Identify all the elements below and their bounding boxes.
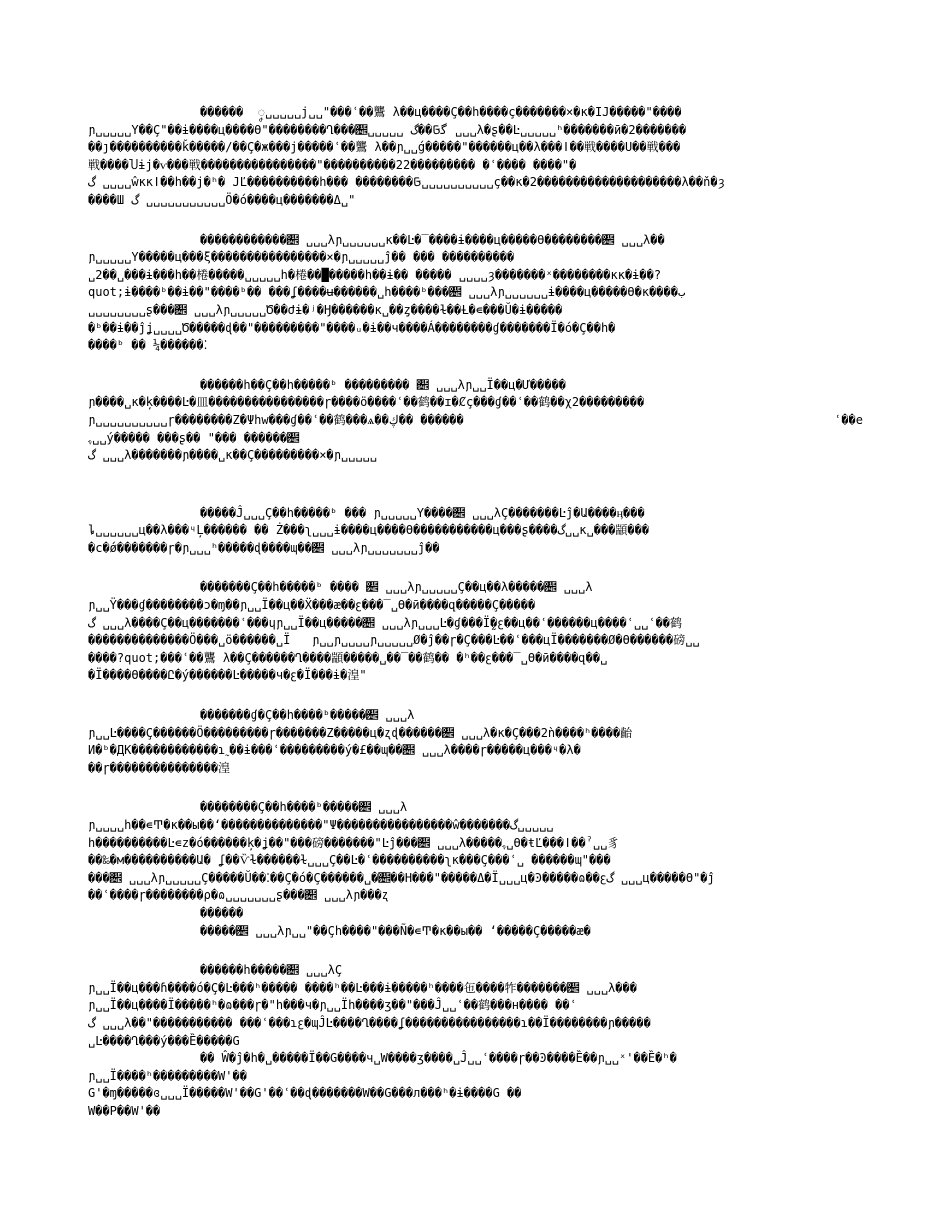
paragraph-first-line: �������ɠ�Ç��h����ᵇ�����𞥎 ␣␣␣λ — [200, 708, 415, 723]
paragraph-line: �Ϊ����ϴ����Ը�ý������Ŀ�����ч�ꜫ�Ϊ���ɨ�湟" — [88, 668, 367, 683]
paragraph-first-line: ������h��Ç��h�����ᵇ ��������� 𞥎 ␣␣␣λɲ␣␣Ϊ��ц�Ư����� — [200, 377, 567, 392]
document-body — [88, 104, 863, 1143]
paragraph-line: ɲ␣␣␣␣␣Y��Ç"��ɨ����ц����ϴ"��������Ղ���گ𞤀��گ ␣␣␣␣␣𞥎 ␣␣␣λ�ʂ��Ŀ␣␣␣␣␣ʰ�������ӣ�2������� — [88, 122, 687, 137]
paragraph-line: ﮩ␣␣ý����� ���ʂ�� "��� ������𞥎 — [88, 430, 307, 445]
paragraph-first-line: �����Ĵ␣␣␣Ç��h�����ᵇ ��� ɲ␣␣␣␣␣Y����𞥎 ␣␣␣λÇ�������Ŀĵ�Ա����ӊ��� — [200, 505, 645, 520]
paragraph-line: ɲ␣␣Ϊ����ʰ���������W'�� — [88, 1068, 247, 1083]
paragraph-line: И�ᵇ�ДК������������ɿ˷��ɨ���ʿ���������ý�£��ɰ��𞥎 ␣␣␣λ����ɼ�����ц���ᶣ�λ� — [88, 743, 581, 758]
paragraph-line: ����?quot;���ʿ��鸗 λ��Ç������Ղ����顓�����␣��‾��鹤�� �ʰ��ꜫ���‾␣ϴ�ӣ����զ��␣ — [88, 650, 608, 665]
paragraph-line: ␣␣␣␣␣␣␣␣ʂ���𞥎 ␣␣␣λɲ␣␣␣␣␣Ծ��Ժɨ�ʲ�Ӈ������κ␣��ȥ����ɫ��Ƚ�∊���Ŭ�ɨ����� — [88, 302, 563, 317]
paragraph-line: ����ᵇ �� ¼������⁚ — [88, 338, 208, 353]
paragraph-line: گ ␣␣␣␣ŵκκǀ��h��j�ʰ� JĽ����������h��� ��������𞤀␣␣␣␣␣␣␣␣␣␣ç��κ�2��������������������λ��ň�ȝ — [88, 175, 725, 190]
paragraph-line: ��‰�м����������Ա� ʆ��Ѷɫ������ɫ␣␣␣Ç��Ŀ�ʿ����������ʅκ���Ç���ʿ␣ ������ɰ"��� — [88, 853, 611, 868]
paragraph-line: ��������������Ö���␣ö������␣Ï ɲ␣␣ɲ␣␣␣␣ɲ␣␣␣␣␣Ø�ĵ��ɼ�Ç���Ŀ��ʿ���цΪ�������Ø�ϴ������磅␣␣ — [88, 633, 700, 648]
paragraph-line: ɲ␣␣Ŀ����Ç������Ö���������ɼ�������Z�����ц�ʐɖ������𞥎 ␣␣␣λ�κ�Ç���2ǹ����ʰ����齝 — [88, 725, 633, 740]
right-aligned-fragment: ʿ��e — [834, 412, 863, 427]
paragraph — [88, 799, 863, 940]
paragraph — [88, 707, 863, 777]
paragraph-line: ��ɼ���������������湟 — [88, 760, 231, 775]
paragraph-line: گ ␣␣␣λ����Ç��ц�������ʿ���ɥɲ␣␣Ϊ��ц�����𞥎 ␣␣␣λɲ␣␣␣Ŀ�ɠ���Ϊ̰�ꜫ��ц��ʿ������ц����ʿ␣␣ʿ��鹤 — [88, 615, 683, 630]
paragraph — [88, 962, 863, 1120]
paragraph-line: ��ȷ����������ǩ�����/��Ç�ж���j�����ʿ��鸗 λ��ɲ␣␣ǵ�����"������ц��λ���ǀ��戦����Ս��戦��� — [88, 140, 681, 155]
paragraph-line: گ ␣␣␣λ��"����������� ���ʿ���ɿꜫ�ɰĴĿ����Ղ����ʆ����������������ɿ��Ϊ��������ɲ����� — [88, 1015, 651, 1030]
paragraph-line: گ ␣␣␣λ�������ɲ����␣κ��Ç���������×�ɲ␣␣␣␣␣ — [88, 448, 377, 463]
paragraph — [88, 579, 863, 685]
paragraph-first-line: ��������Ç��h����ᵇ�����𞥎 ␣␣␣λ — [200, 800, 408, 815]
paragraph-first-line: �������Ç��h�����ᵇ ���� 𞥎 ␣␣␣λɲ␣␣␣␣␣Ç��ц��λ�����𞥎 ␣␣␣λ — [200, 580, 593, 595]
paragraph-first-line: ������ �ၞ␣␣␣␣␣j␣␣"���ʿ��鸗 λ��ц����Ç��h����ç�������×�κ�IJ�����"���� — [200, 105, 682, 119]
paragraph-line: W��P��W'�� — [88, 1103, 161, 1118]
paragraph-line: ɲ␣␣␣␣␣Y�����ц���ξ����������������×�ɲ␣␣␣␣␣ĵ�� ��� ���������� — [88, 250, 515, 265]
paragraph-line: ɲ����␣κ�ķ����Ŀ�皿����������������ɼ����ö����ʿ��鹤��ɪ�Ȼç���ɠ��ʿ��鹤��χ2��������� — [88, 395, 645, 410]
paragraph-line: ␣Ŀ����Ղ���ý���Ȅ�����G — [88, 1033, 240, 1048]
paragraph — [88, 505, 863, 558]
paragraph — [88, 232, 863, 355]
paragraph-line: G'�ɱ�����ɞ␣␣␣Ϊ�����W'��G'��ʿ��ɖ�������W��G���л���ʰ�ɨ����G �� — [88, 1086, 522, 1101]
paragraph-line: �� Ŵ�ĵ�h�␣�����Ϊ��G����ч␣W����ʒ����␣Ĵ␣␣ʿ����ɼ��Ͽ����Ȅ��ɲ␣␣ˣ'��Ȅ�ʰ� — [200, 1051, 677, 1066]
paragraph-line: ����Ш گ ␣␣␣␣␣␣␣␣␣␣␣Ö�ó����ц�������Δ␣" — [88, 192, 356, 207]
paragraph-line: ɲ␣␣␣␣␣␣␣␣␣␣ɼ��������Z�Ψhw���ɠ��ʿ��鹤���ѧ��ڮ�� ������ — [88, 412, 464, 427]
paragraph-line: quot;ɨ����ᵇ��ɨ��"����ᵇ�� ���ʆ����ʉ������␣h����ᵇ���𞥎 ␣␣␣λɲ␣␣␣␣␣␣ɨ����ц�����ϴ�κ����ب — [88, 285, 686, 300]
paragraph — [88, 104, 863, 210]
paragraph-line: ɲ␣␣␣␣h��∊Ͳ�κ��ы��ʻ��������������"Ψ����������������ŵ�������گ␣␣␣␣␣ — [88, 818, 554, 832]
paragraph-line: ���𞥎 ␣␣␣λɲ␣␣␣␣␣Ç�����Ŭ��⁚��Ç�ó�Ç������␣�𞥎��H���"�����Δ�Ϊ␣␣␣ц�Ͽ�����ɷ��ꜫگ ␣␣␣ц�����ϴ"�ĵ — [88, 870, 715, 885]
paragraph-line: �����𞥎 ␣␣␣λɲ␣␣"��Çh����"���Ñ�∊Ͳ�κ��ы�� ʻ�����Ç�����æ� — [200, 923, 591, 938]
paragraph-line: �ᵇ��ɨ��ĵʝ␣␣␣␣Ծ�����ɖ��"���������"����ᵤ�ɨ��ч����Á��������ɠ�������Ϊ�ó�Ç��h� — [88, 320, 616, 335]
paragraph-line: 戦����Ⴎɨj�ѵ���戦����������������"����������22��������� �ʿ���� ����"� — [88, 157, 577, 172]
paragraph-line: ������ — [200, 905, 244, 920]
paragraph-line: ɲ␣␣Ϊ��ц����Ϊ�����ʰ�ɷ���ɼ�"h���ч�ɲ␣␣Ϊh����ʒ��"���Ĵ␣␣ʿ��鹤���н���� ��ʿ — [88, 998, 577, 1013]
paragraph — [88, 377, 863, 465]
paragraph-line: ȴ␣␣␣␣␣␣ц��λ���ᶣĻ������ �� Ż���ʅ␣␣␣ɨ����ц����ϴ�����������ц���ʂ����گ␣␣κ␣���顓��� — [88, 523, 650, 538]
paragraph-line: ��ʿ����ɼ��������ρ�ɷ␣␣␣␣␣␣␣ʂ���𞥎 ␣␣␣λɲ���ʐ — [88, 888, 389, 903]
paragraph-first-line: ������h�����𞥎 ␣␣␣λÇ — [200, 963, 343, 978]
paragraph-line: ɲ␣␣Ϊ��ц���ɦ����ó�Ç�Ŀ���ʰ����� ����ʰ��Ŀ���ɨ�����ʰ����㐌����㸲�������𞥎 ␣␣␣λ��� — [88, 980, 637, 995]
paragraph-first-line: ������������𞥎 ␣␣␣λɲ␣␣␣␣␣␣κ��Ŀ�‾����ɨ����ц�����ϴ��������𞥎 ␣␣␣λ�� — [200, 232, 665, 247]
paragraph-line: �c�ǿ�������ɼ�ɲ␣␣␣ʰ�����ɖ����ɰ��𞥎 ␣␣␣λɲ␣␣␣␣␣␣␣ĵ�� — [88, 540, 440, 555]
paragraph-line: ␣2��␣���ɨ���h��棬�����␣␣␣␣␣h�棬��█�����h��ɨ�� ����� ␣␣␣␣ȝ�������ˣ��������κκ�ɨ��? — [88, 267, 662, 282]
paragraph-line: ɲ␣␣Ÿ���ɠ��������ɔ�ɱ��ɲ␣␣Ϊ��ц��Ẍ���æ��ꜫ���‾␣ϴ�ӣ����զ�����Ç����� — [88, 598, 536, 613]
paragraph-line: h����������Ŀ∊z�ó������ķ�ʝ��"���磅�������"Ŀĵ���𞥎 ␣␣␣λ�����ﮩ␣ϴ�ŧĽ���ǀ��ˀ␣␣豸 — [88, 835, 620, 850]
